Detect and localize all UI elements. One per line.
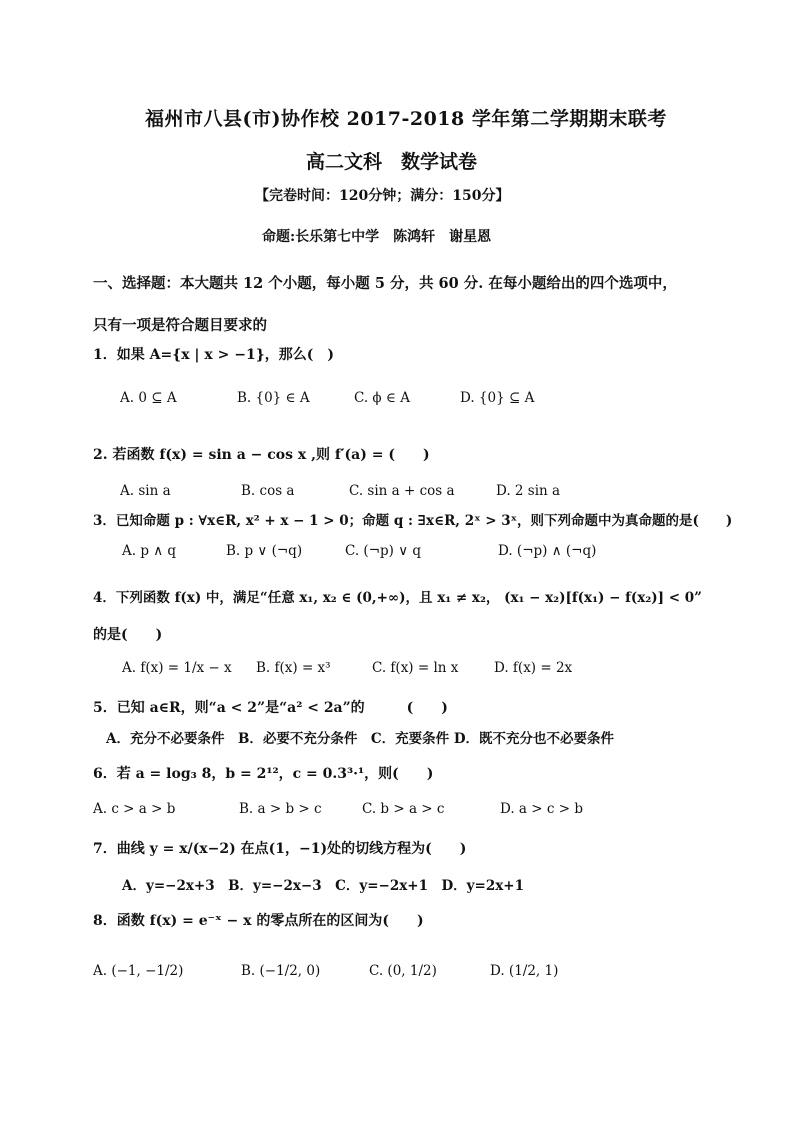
- q6-stem: 6．若 a = log₃ 8，b = 2¹²，c = 0.3³·¹，则( ): [93, 766, 434, 782]
- q2-stem: 2. 若函数 f(x) = sin a − cos x ,则 f′(a) = ( ): [93, 447, 430, 463]
- q8-option-a: A. (−1, −1/2): [93, 963, 184, 979]
- q4-option-d: D. f(x) = 2x: [494, 660, 573, 676]
- q4-stem-line1: 4．下列函数 f(x) 中，满足“任意 x₁, x₂ ∈ (0,+∞)，且 x₁ ≠ x₂， (x₁ − x₂)[f(x₁) − f(x₂)] < 0”: [93, 590, 702, 606]
- q3-option-a: A. p ∧ q: [122, 543, 177, 559]
- q4-option-a: A. f(x) = 1/x − x: [122, 660, 232, 676]
- q3-option-b: B. p ∨ (¬q): [226, 543, 303, 559]
- q8-stem: 8．函数 f(x) = e⁻ˣ − x 的零点所在的区间为( ): [93, 913, 424, 929]
- q4-stem-line2: 的是( ): [93, 627, 163, 643]
- q6-option-c: C. b > a > c: [362, 801, 445, 817]
- q6-option-d: D. a > c > b: [500, 801, 583, 817]
- q1-option-c: C. ϕ ∈ A: [354, 390, 410, 406]
- exam-title: 福州市八县(市)协作校 2017-2018 学年第二学期期末联考: [145, 108, 667, 130]
- exam-author: 命题:长乐第七中学 陈鸿轩 谢星恩: [262, 229, 492, 245]
- q8-option-d: D. (1/2, 1): [490, 963, 559, 979]
- q6-option-a: A. c > a > b: [93, 801, 176, 817]
- q7-options: A．y=−2x+3 B．y=−2x−3 C．y=−2x+1 D．y=2x+1: [122, 878, 524, 894]
- q2-option-a: A. sin a: [120, 483, 171, 499]
- q2-option-b: B. cos a: [241, 483, 295, 499]
- q5-options: A．充分不必要条件 B．必要不充分条件 C．充要条件 D．既不充分也不必要条件: [106, 731, 615, 747]
- section-heading-line1: 一、选择题：本大题共 12 个小题，每小题 5 分，共 60 分. 在每小题给出的四个选项中，: [93, 275, 677, 292]
- q1-option-b: B. {0} ∈ A: [237, 390, 310, 406]
- q7-stem: 7．曲线 y = x/(x−2) 在点(1，−1)处的切线方程为( ): [93, 841, 467, 857]
- q8-option-b: B. (−1/2, 0): [241, 963, 321, 979]
- exam-subtitle: 高二文科 数学试卷: [306, 151, 478, 173]
- q4-option-b: B. f(x) = x³: [256, 660, 331, 676]
- q1-option-d: D. {0} ⊆ A: [460, 390, 535, 406]
- section-heading-line2: 只有一项是符合题目要求的: [93, 317, 267, 334]
- q8-option-c: C. (0, 1/2): [369, 963, 437, 979]
- q5-stem: 5．已知 a∈R，则“a < 2”是“a² < 2a”的 ( ): [93, 700, 448, 716]
- q2-option-d: D. 2 sin a: [496, 483, 561, 499]
- q1-stem: 1．如果 A={x | x > −1}，那么( ): [93, 347, 334, 363]
- exam-time-info: 【完卷时间：120分钟；满分：150分】: [255, 188, 510, 204]
- q6-option-b: B. a > b > c: [239, 801, 322, 817]
- q3-option-d: D. (¬p) ∧ (¬q): [498, 543, 597, 559]
- q1-option-a: A. 0 ⊆ A: [120, 390, 177, 406]
- q3-option-c: C. (¬p) ∨ q: [345, 543, 422, 559]
- q4-option-c: C. f(x) = ln x: [372, 660, 459, 676]
- q3-stem: 3．已知命题 p : ∀x∈R, x² + x − 1 > 0；命题 q : ∃x∈R, 2ˣ > 3ˣ，则下列命题中为真命题的是( ): [93, 513, 733, 529]
- q2-option-c: C. sin a + cos a: [349, 483, 455, 499]
